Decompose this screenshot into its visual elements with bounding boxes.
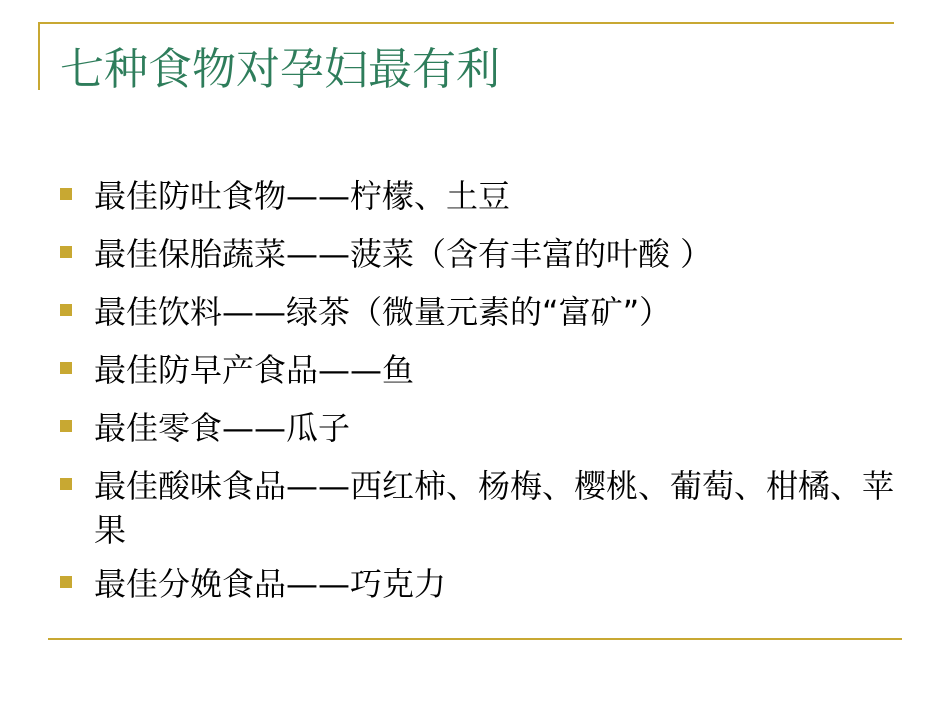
bullet-text: 最佳零食——瓜子 bbox=[94, 409, 351, 447]
bullet-item bbox=[58, 171, 918, 222]
bullet-item bbox=[58, 559, 918, 610]
square-bullet-icon bbox=[60, 362, 72, 374]
bullet-text: 最佳饮料——绿茶（微量元素的“富矿”） bbox=[94, 293, 672, 331]
left-rule bbox=[38, 22, 40, 90]
bullet-item bbox=[58, 345, 918, 396]
square-bullet-icon bbox=[60, 478, 72, 490]
bullet-item bbox=[58, 229, 918, 280]
square-bullet-icon bbox=[60, 576, 72, 588]
bullet-text: 最佳保胎蔬菜——菠菜（含有丰富的叶酸 ） bbox=[94, 235, 713, 273]
bottom-rule bbox=[48, 638, 902, 640]
top-rule bbox=[38, 22, 894, 24]
square-bullet-icon bbox=[60, 188, 72, 200]
bullet-item bbox=[58, 287, 918, 338]
bullet-list bbox=[58, 171, 918, 617]
slide-title: 七种食物对孕妇最有利 bbox=[60, 44, 500, 95]
bullet-text: 最佳防吐食物——柠檬、土豆 bbox=[94, 177, 511, 215]
bullet-item bbox=[58, 461, 918, 552]
bullet-text: 最佳防早产食品——鱼 bbox=[94, 351, 415, 389]
bullet-text: 最佳酸味食品——西红柿、杨梅、樱桃、葡萄、柑橘、苹果 bbox=[94, 467, 895, 549]
square-bullet-icon bbox=[60, 304, 72, 316]
square-bullet-icon bbox=[60, 420, 72, 432]
bullet-item bbox=[58, 403, 918, 454]
bullet-text: 最佳分娩食品——巧克力 bbox=[94, 565, 447, 603]
square-bullet-icon bbox=[60, 246, 72, 258]
